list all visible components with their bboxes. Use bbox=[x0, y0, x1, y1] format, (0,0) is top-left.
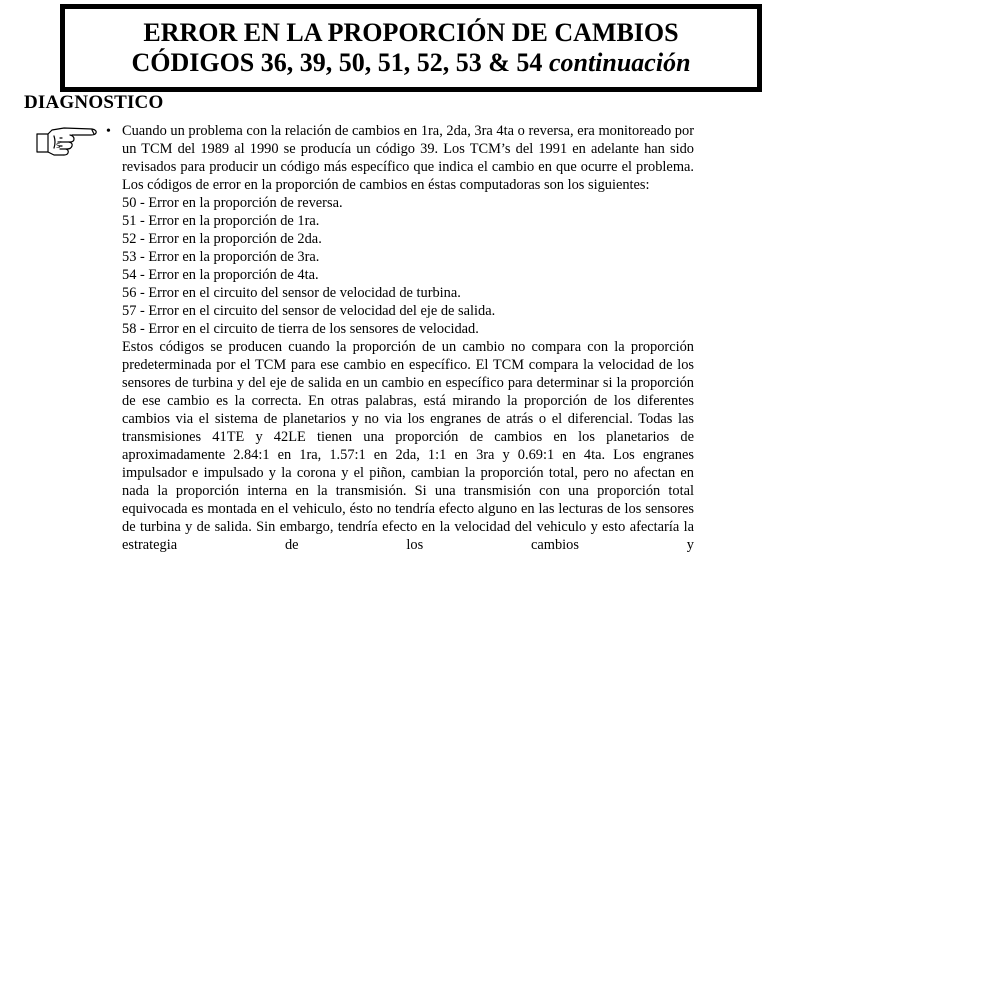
code-item-52: 52 - Error en la proporción de 2da. bbox=[122, 231, 322, 247]
title-continuation: continuación bbox=[548, 48, 691, 77]
code-item-57: 57 - Error en el circuito del sensor de velocidad del eje de salida. bbox=[122, 303, 496, 319]
title-box bbox=[60, 4, 762, 92]
code-item-58: 58 - Error en el circuito de tierra de los sensores de velocidad. bbox=[122, 321, 479, 337]
code-item-56: 56 - Error en el circuito del sensor de velocidad de turbina. bbox=[122, 285, 461, 301]
bullet-dot: • bbox=[106, 124, 111, 139]
title-line-2 bbox=[131, 48, 690, 78]
body-paragraph: Estos códigos se producen cuando la proporción de un cambio no compara con la proporción predeterminada por el TCM para ese cambio en específico. El TCM compara la velocidad de los sensores de turbina y del eje de salida en un cambio en específico para determinar si la proporción de ese cambio es la correcta. En otras palabras, está mirando la proporción de los diferentes cambios via el sistema de planetarios y no via los engranes de atrás o el diferencial. Todas las transmisiones 41TE y 42LE tienen una proporción de cambios en los planetarios de aproximadamente 2.84:1 en 1ra, 1.57:1 en 2da, 1:1 en 3ra y 0.69:1 en 4ta. Los engranes impulsador e impulsado y la corona y el piñon, cambian la proporción total, pero no afectan en nada la proporción interna en la transmisión. Si una transmisión con una proporción total equivocada es montada en el vehiculo, ésto no tendría efecto alguno en las lecturas de los sensores de turbina y de salida. Sin embargo, tendría efecto en la velocidad del vehiculo y esto afectaría la estrategia de los cambios y bbox=[122, 339, 694, 553]
code-item-53: 53 - Error en la proporción de 3ra. bbox=[122, 249, 320, 265]
error-code-list bbox=[122, 194, 694, 338]
code-item-50: 50 - Error en la proporción de reversa. bbox=[122, 195, 343, 211]
diagnostic-content bbox=[122, 122, 694, 554]
code-item-54: 54 - Error en la proporción de 4ta. bbox=[122, 267, 319, 283]
intro-paragraph: Cuando un problema con la relación de cambios en 1ra, 2da, 3ra 4ta o reversa, era monitoreado por un TCM del 1989 al 1990 se producía un código 39. Los TCM’s del 1991 en adelante han sido revisados para producir un código más específico que indica el cambio en que ocurre el problema. Los códigos de error en la proporción de cambios en éstas computadoras son los siguientes: bbox=[122, 123, 694, 193]
pointing-hand-icon bbox=[34, 122, 100, 158]
title-codes: CÓDIGOS 36, 39, 50, 51, 52, 53 & 54 bbox=[131, 48, 543, 77]
svg-text:S: S bbox=[56, 142, 61, 150]
code-item-51: 51 - Error en la proporción de 1ra. bbox=[122, 213, 320, 229]
title-line-1: ERROR EN LA PROPORCIÓN DE CAMBIOS bbox=[143, 18, 679, 47]
section-heading: DIAGNOSTICO bbox=[24, 92, 164, 113]
